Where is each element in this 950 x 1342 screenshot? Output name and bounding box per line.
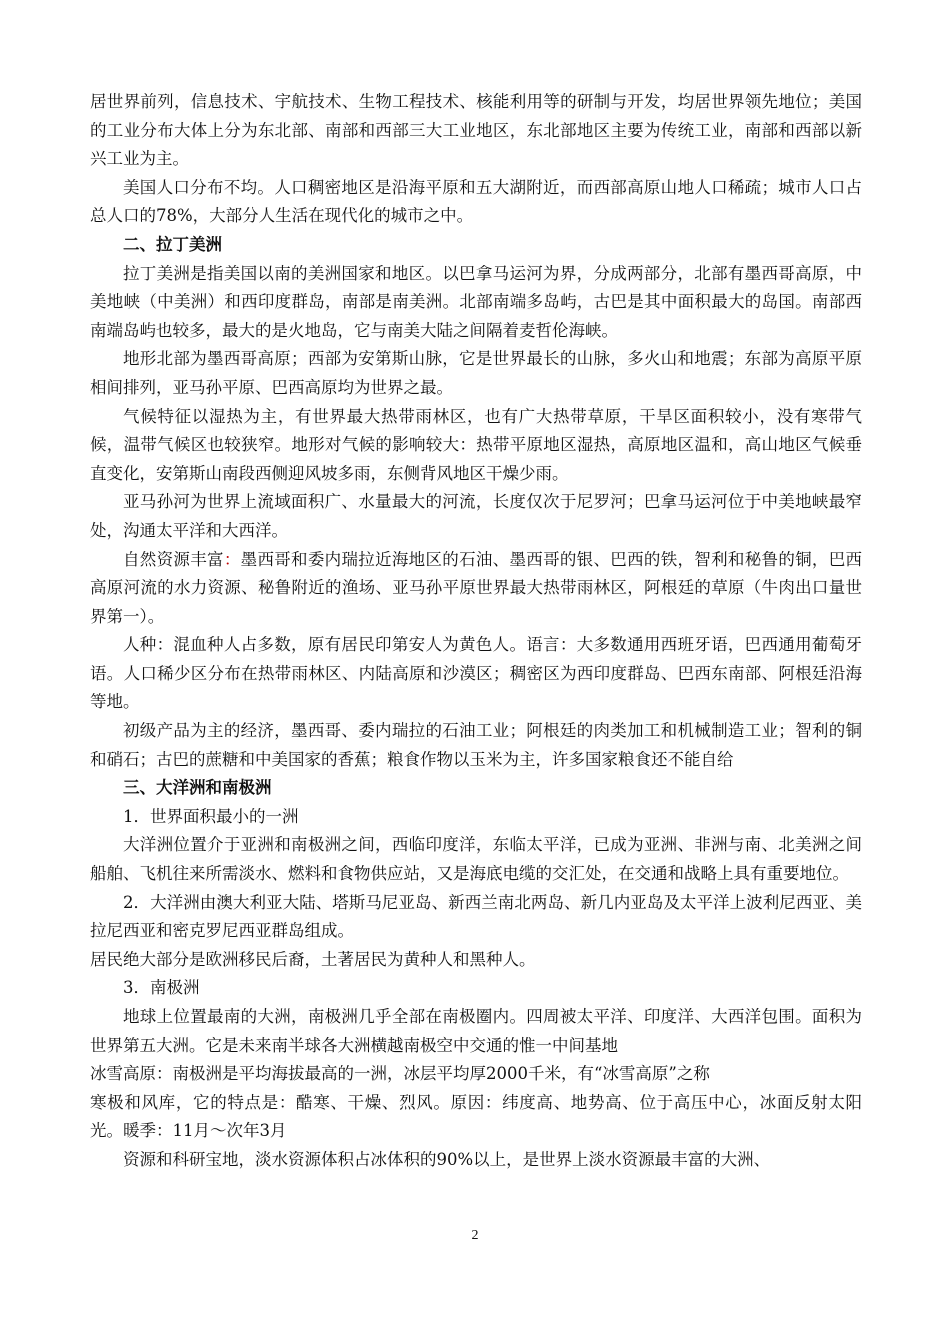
- paragraph-us-industry: 居世界前列，信息技术、宇航技术、生物工程技术、核能利用等的研制与开发，均居世界领先地位；美国的工业分布大体上分为东北部、南部和西部三大工业地区，东北部地区主要为传统工业，南部和西部以新兴工业为主。: [90, 92, 862, 169]
- section-heading-oceania-antarctica: 三、大洋洲和南极洲: [123, 778, 272, 798]
- resources-body: 墨西哥和委内瑞拉近海地区的石油、墨西哥的银、巴西的铁，智利和秘鲁的铜，巴西高原河流的水力资源、秘鲁附近的渔场、亚马孙平原世界最大热带雨林区，阿根廷的草原（牛肉出口量世界第一）。: [90, 549, 863, 626]
- subheading-antarctica: 3．南极洲: [123, 978, 200, 998]
- paragraph-ice-plateau: 冰雪高原：南极洲是平均海拔最高的一洲，冰层平均厚2000千米，有“冰雪高原”之称: [90, 1064, 710, 1084]
- paragraph-resources-research: 资源和科研宝地，淡水资源体积占冰体积的90%以上，是世界上淡水资源最丰富的大洲、: [123, 1149, 771, 1169]
- paragraph-economy: 初级产品为主的经济，墨西哥、委内瑞拉的石油工业；阿根廷的肉类加工和机械制造工业；智利的铜和硝石；古巴的蔗糖和中美国家的香蕉；粮食作物以玉米为主，许多国家粮食还不能自给: [90, 721, 862, 769]
- paragraph-latin-america-climate: 气候特征以湿热为主，有世界最大热带雨林区，也有广大热带草原，干旱区面积较小，没有寒带气候，温带气候区也较狭窄。地形对气候的影响较大：热带平原地区湿热，高原地区温和，高山地区气候垂直变化，安第斯山南段西侧迎风坡多雨，东侧背风地区干燥少雨。: [90, 406, 862, 483]
- document-body: [90, 88, 862, 1175]
- paragraph-oceania-composition: 2．大洋洲由澳大利亚大陆、塔斯马尼亚岛、新西兰南北两岛、新几内亚岛及太平洋上波利尼西亚、美拉尼西亚和密克罗尼西亚群岛组成。: [90, 892, 862, 941]
- paragraph-oceania-location: 大洋洲位置介于亚洲和南极洲之间，西临印度洋，东临太平洋，已成为亚洲、非洲与南、北美洲之间船舶、飞机往来所需淡水、燃料和食物供应站，又是海底电缆的交汇处，在交通和战略上具有重要地位。: [90, 835, 862, 884]
- resources-colon: ：: [223, 549, 241, 569]
- section-heading-latin-america: 二、拉丁美洲: [123, 234, 222, 254]
- paragraph-antarctica-location: 地球上位置最南的大洲，南极洲几乎全部在南极圈内。四周被太平洋、印度洋、大西洋包围。面积为世界第五大洲。它是未来南半球各大洲横越南极空中交通的惟一中间基地: [90, 1007, 862, 1055]
- paragraph-latin-america-definition: 拉丁美洲是指美国以南的美洲国家和地区。以巴拿马运河为界，分成两部分，北部有墨西哥高原，中美地峡（中美洲）和西印度群岛，南部是南美洲。北部南端多岛屿，古巴是其中面积最大的岛国。南部西南端岛屿也较多，最大的是火地岛，它与南美大陆之间隔着麦哲伦海峡。: [90, 263, 862, 340]
- subheading-smallest-continent: 1．世界面积最小的一洲: [123, 806, 299, 826]
- paragraph-latin-america-terrain: 地形北部为墨西哥高原；西部为安第斯山脉，它是世界最长的山脉，多火山和地震；东部为高原平原相间排列，亚马孙平原、巴西高原均为世界之最。: [90, 349, 862, 397]
- paragraph-cold-pole: 寒极和风库，它的特点是：酷寒、干燥、烈风。原因：纬度高、地势高、位于高压中心，冰面反射太阳光。暖季：11月～次年3月: [90, 1092, 862, 1141]
- paragraph-us-population: 美国人口分布不均。人口稠密地区是沿海平原和五大湖附近，而西部高原山地人口稀疏；城市人口占总人口的78%，大部分人生活在现代化的城市之中。: [90, 177, 862, 226]
- paragraph-race-language: 人种：混血种人占多数，原有居民印第安人为黄色人。语言：大多数通用西班牙语，巴西通用葡萄牙语。人口稀少区分布在热带雨林区、内陆高原和沙漠区；稠密区为西印度群岛、巴西东南部、阿根廷沿海等地。: [90, 635, 862, 712]
- paragraph-amazon-river: 亚马孙河为世界上流域面积广、水量最大的河流，长度仅次于尼罗河；巴拿马运河位于中美地峡最窄处，沟通太平洋和大西洋。: [90, 492, 862, 540]
- resources-lead: 自然资源丰富: [123, 549, 224, 569]
- page-number: 2: [471, 1228, 479, 1243]
- paragraph-natural-resources: [90, 546, 862, 632]
- paragraph-oceania-residents: 居民绝大部分是欧洲移民后裔，土著居民为黄种人和黑种人。: [90, 949, 536, 969]
